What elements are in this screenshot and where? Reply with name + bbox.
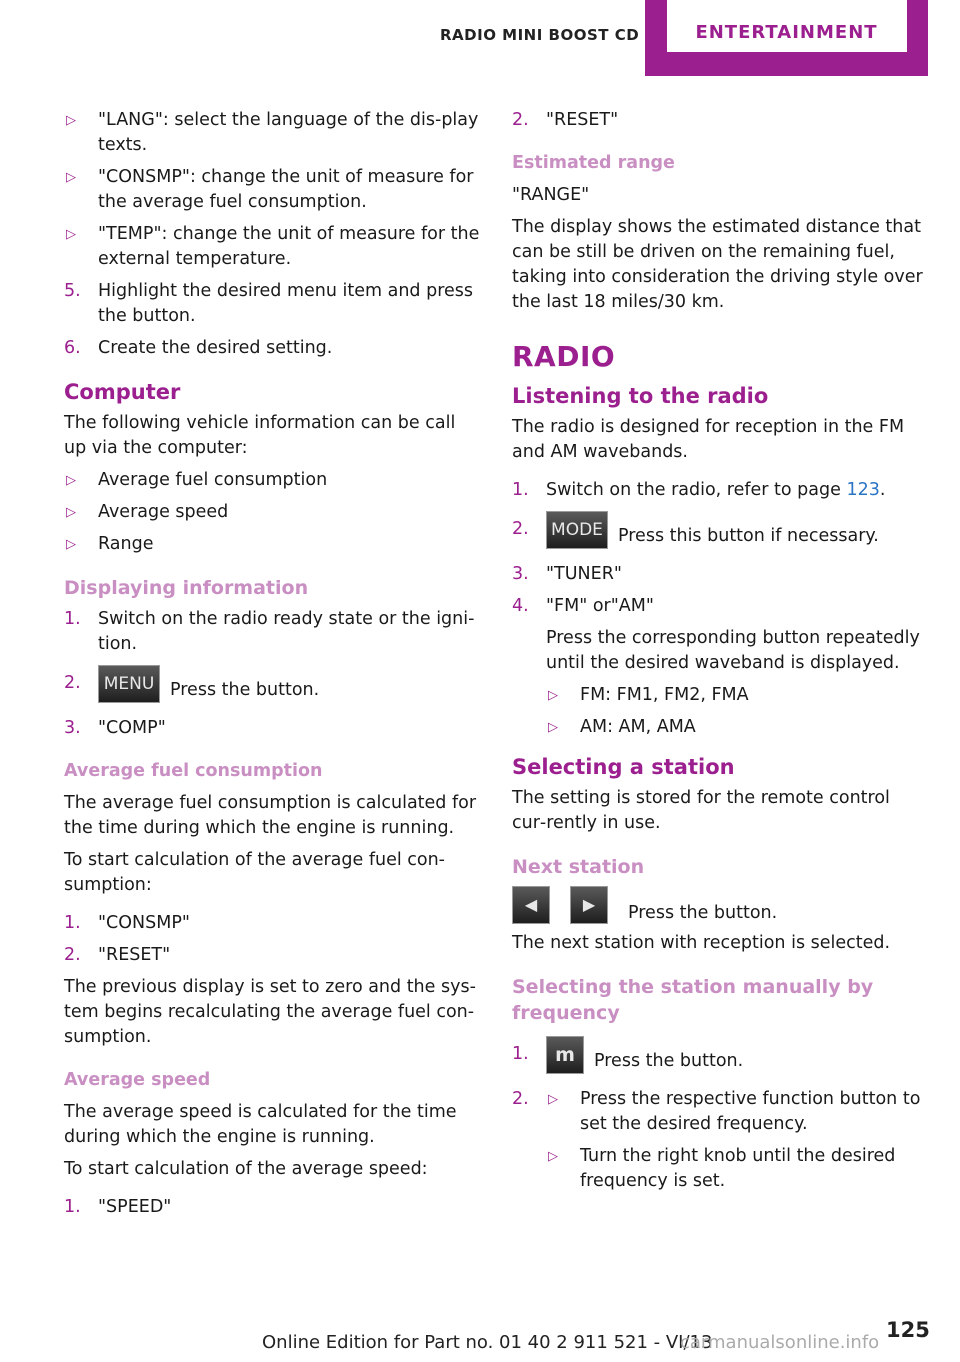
list-item: 1. Switch on the radio ready state or the igni‐tion. [64,609,475,654]
list-item: 2. "RESET" [64,945,171,965]
list-item: 2. ▷ Press the respective function button to set the desired frequency. ▷ Turn the right knob until the desired frequency is set. [512,1087,926,1194]
triangle-bullet-icon: ▷ [66,227,76,242]
reset-step [512,108,926,133]
menu-button-icon: MENU [98,665,160,703]
seek-forward-icon: ▶ [570,886,608,924]
edition-text: Online Edition for Part no. 01 40 2 911 521 - VI/13 [262,1332,713,1353]
computer-text: The following vehicle information can be call up via the computer: [64,413,456,458]
listening-heading: Listening to the radio [512,384,769,408]
page-number: 125 [886,1318,930,1342]
list-item: ▷ AM: AM, AMA [546,715,926,740]
list-item: 4. "FM" or"AM" Press the corresponding button repeatedly until the desired waveband is displayed. ▷ FM: FM1, FM2, FMA ▷ AM: AM, AMA [512,594,926,740]
next-station-heading: Next station [512,856,645,878]
watermark-text: carmanualsonline.info [680,1332,880,1353]
avg-fuel-steps [64,911,482,968]
computer-items [64,468,482,557]
list-item: 1. m Press the button. [512,1042,926,1080]
list-item: 2. MENU Press the button. [64,671,482,709]
triangle-bullet-icon: ▷ [548,1092,558,1107]
avg-fuel-heading: Average fuel consumption [64,761,323,781]
radio-heading: RADIO [512,340,616,373]
avg-fuel-text-1: The average fuel consumption is calculated for the time during which the engine is running. [64,793,477,838]
computer-heading: Computer [64,380,181,404]
triangle-bullet-icon: ▷ [66,113,76,128]
avg-speed-text-2: To start calculation of the average speed: [64,1159,428,1179]
list-item: ▷ "LANG": select the language of the dis‐play texts. [66,110,479,155]
next-station-result: The next station with reception is selected. [512,933,891,953]
display-heading: Displaying information [64,577,309,599]
setting-bullets [64,108,482,272]
range-heading: Estimated range [512,153,675,173]
list-item: 1. "SPEED" [64,1197,172,1217]
listening-steps [512,478,926,740]
selecting-heading: Selecting a station [512,755,735,779]
chapter-tab [645,0,928,76]
triangle-bullet-icon: ▷ [66,505,76,520]
avg-speed-heading: Average speed [64,1070,211,1090]
list-item: 3. "COMP" [64,718,166,738]
seek-back-icon: ◀ [512,886,550,924]
page-link[interactable]: 123 [846,480,880,500]
chapter-tab-label: ENTERTAINMENT [695,22,878,43]
triangle-bullet-icon: ▷ [66,473,76,488]
list-item: 2. MODE Press this button if necessary. [512,517,926,555]
list-item: ▷ Range [64,532,482,557]
page-footer [0,1318,960,1360]
list-item: ▷ Average fuel consumption [64,468,482,493]
list-item: 3. "TUNER" [512,564,622,584]
triangle-bullet-icon: ▷ [548,1149,558,1164]
range-label: "RANGE" [512,185,590,205]
waveband-list [546,683,926,740]
listening-text: The radio is designed for reception in the FM and AM wavebands. [512,417,905,462]
list-item: ▷ Average speed [64,500,482,525]
manual-items [546,1087,926,1194]
list-item: ▷ Press the respective function button to set the desired frequency. [548,1089,921,1134]
right-column [512,108,926,1201]
triangle-bullet-icon: ▷ [66,537,76,552]
triangle-bullet-icon: ▷ [66,170,76,185]
list-item: ▷ Turn the right knob until the desired frequency is set. [548,1146,896,1191]
triangle-bullet-icon: ▷ [548,720,558,735]
avg-fuel-text-2: To start calculation of the average fuel con‐sumption: [64,850,445,895]
manual-steps [512,1042,926,1194]
list-item: 1. "CONSMP" [64,913,190,933]
manual-heading: Selecting the station manually by frequency [512,976,874,1024]
left-column [64,108,482,1227]
selecting-text: The setting is stored for the remote control cur‐rently in use. [512,788,890,833]
list-item: 2. "RESET" [512,110,619,130]
next-station-row: ◀ ▶ Press the button. [512,886,926,924]
page-header [0,0,960,80]
avg-fuel-text-3: The previous display is set to zero and the sys‐tem begins recalculating the average fuel con‐sumption. [64,977,476,1047]
header-section-title: RADIO MINI BOOST CD [440,26,640,44]
list-item: ▷ FM: FM1, FM2, FMA [546,683,926,708]
triangle-bullet-icon: ▷ [548,688,558,703]
display-steps [64,607,482,741]
list-item: ▷ "CONSMP": change the unit of measure for the average fuel consumption. [66,167,474,212]
list-item: ▷ "TEMP": change the unit of measure for the external temperature. [66,224,480,269]
avg-speed-steps [64,1195,482,1220]
list-item: 5. Highlight the desired menu item and press the button. [64,281,474,326]
m-button-icon: m [546,1036,584,1074]
avg-speed-text-1: The average speed is calculated for the time during which the engine is running. [64,1102,457,1147]
setting-steps [64,279,482,361]
listening-step-detail: Press the corresponding button repeatedly until the desired waveband is displayed. [546,628,920,673]
list-item: 6. Create the desired setting. [64,338,333,358]
range-text: The display shows the estimated distance that can be still be driven on the remaining fuel, taking into consideration the driving style over the last 18 miles/30 km. [512,217,923,312]
mode-button-icon: MODE [546,511,608,549]
list-item: 1. Switch on the radio, refer to page 123. [512,480,886,500]
